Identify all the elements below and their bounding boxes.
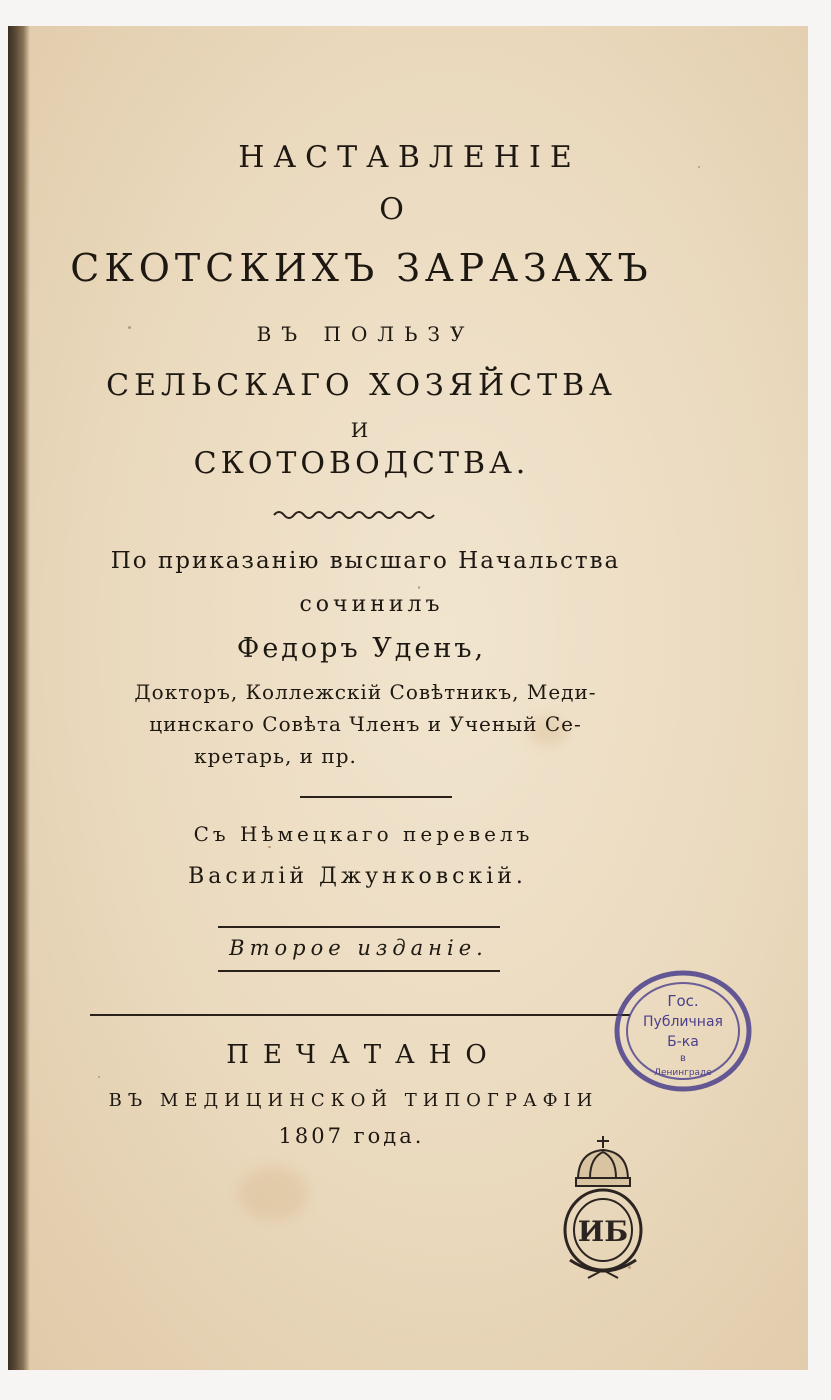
paper-speck — [418, 586, 420, 589]
author-titles-line-2: цинскаго Совѣта Членъ и Ученый Се- — [149, 712, 582, 736]
crown-monogram-stamp — [548, 1132, 658, 1292]
divider-rule — [300, 796, 452, 798]
imprint-press: ВЪ МЕДИЦИНСКОЙ ТИПОГРАФІИ — [108, 1090, 599, 1111]
author-composed: сочинилъ — [299, 592, 444, 617]
monogram-letters: ИБ — [577, 1215, 629, 1248]
title-and: И — [350, 418, 369, 442]
edition-label: Второе изданіе. — [229, 936, 488, 960]
library-stamp-line-3: Б-ка — [667, 1034, 699, 1050]
imprint-year: 1807 года. — [278, 1124, 425, 1148]
library-stamp-line-1: Гос. — [667, 992, 699, 1010]
edition-rule-bottom — [218, 970, 500, 972]
library-stamp — [612, 966, 754, 1096]
title-in-favor: ВЪ ПОЛЬЗУ — [256, 322, 475, 346]
title-rural: СЕЛЬСКАГО ХОЗЯЙСТВА — [106, 368, 617, 403]
title-subject: СКОТСКИХЪ ЗАРАЗАХЪ — [70, 246, 653, 290]
edition-rule-top — [218, 926, 500, 928]
author-titles-line-1: Докторъ, Коллежскій Совѣтникъ, Меди- — [134, 680, 597, 704]
author-titles-line-3: кретарь, и пр. — [194, 744, 357, 768]
title-o: О — [379, 192, 404, 227]
imprint-printed: ПЕЧАТАНО — [226, 1040, 501, 1070]
crown-band — [576, 1178, 630, 1186]
paper-speck — [268, 846, 271, 848]
library-stamp-line-2: Публичная — [643, 1014, 723, 1030]
imprint-rule — [90, 1014, 630, 1016]
title-heading: НАСТАВЛЕНІЕ — [238, 140, 581, 175]
library-stamp-line-4: в — [680, 1053, 686, 1064]
author-order: По приказанію высшаго Начальства — [110, 548, 621, 574]
translator-name: Василій Джунковскій. — [188, 864, 527, 889]
ornamental-squiggle-rule — [272, 508, 442, 522]
paper-speck — [98, 1076, 100, 1078]
library-stamp-line-5: Ленинграде — [654, 1068, 712, 1078]
paper-stain — [238, 1166, 308, 1221]
crown-dome — [578, 1150, 628, 1180]
translation-from: Съ Нѣмецкаго перевелъ — [193, 822, 534, 846]
author-name: Федоръ Уденъ, — [236, 633, 487, 664]
title-cattle: СКОТОВОДСТВА. — [193, 446, 530, 481]
